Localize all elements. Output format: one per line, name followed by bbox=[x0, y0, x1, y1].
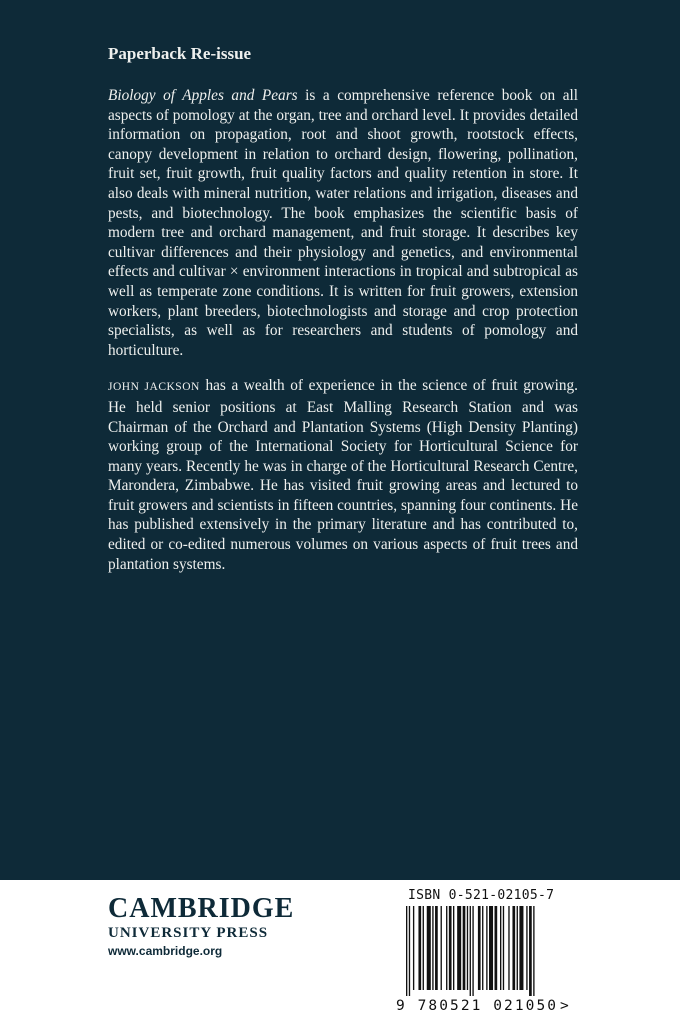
publisher-press: UNIVERSITY PRESS bbox=[108, 925, 269, 941]
publisher-url[interactable]: www.cambridge.org bbox=[108, 944, 223, 958]
barcode-icon bbox=[394, 906, 572, 1014]
isbn-block bbox=[394, 888, 572, 1014]
barcode-bar bbox=[413, 906, 414, 990]
publisher-name: CAMBRIDGE bbox=[108, 893, 295, 924]
barcode-bar bbox=[482, 906, 483, 990]
barcode-bar bbox=[519, 906, 523, 990]
barcode-bar bbox=[472, 906, 473, 996]
blurb-section bbox=[108, 44, 578, 590]
book-title: Biology of Apples and Pears bbox=[108, 87, 298, 104]
barcode-bar bbox=[446, 906, 447, 990]
barcode-bar bbox=[457, 906, 461, 990]
isbn-label: ISBN 0-521-02105-7 bbox=[408, 888, 555, 903]
author-name: JOHN JACKSON bbox=[108, 381, 200, 394]
publisher-logo bbox=[108, 894, 294, 960]
barcode-bar bbox=[409, 906, 410, 996]
barcode-bar bbox=[533, 906, 534, 996]
barcode-bar bbox=[423, 906, 424, 990]
page-title: Paperback Re-issue bbox=[108, 44, 252, 63]
barcode-digits: 9 780521 021050 bbox=[396, 998, 556, 1014]
author-bio bbox=[108, 376, 578, 574]
barcode-bar bbox=[529, 906, 532, 996]
barcode-bar bbox=[441, 906, 442, 990]
barcode-bar bbox=[432, 906, 433, 990]
barcode-bar bbox=[449, 906, 452, 990]
barcode-bar bbox=[512, 906, 515, 990]
barcode-bar bbox=[500, 906, 501, 990]
barcode-bar bbox=[470, 906, 471, 996]
book-description bbox=[108, 86, 578, 360]
barcode-bar bbox=[406, 906, 407, 996]
barcode-bar bbox=[463, 906, 466, 990]
barcode-bar bbox=[517, 906, 518, 990]
barcode-bar bbox=[453, 906, 454, 990]
barcode-bar bbox=[489, 906, 493, 990]
barcode-bar bbox=[495, 906, 498, 990]
barcode-bar bbox=[435, 906, 438, 990]
barcode-bar bbox=[526, 906, 527, 990]
barcode-bar bbox=[486, 906, 487, 990]
barcode-bar bbox=[508, 906, 509, 990]
barcode-addon-mark: > bbox=[560, 998, 569, 1014]
barcode-bar bbox=[478, 906, 481, 990]
author-bio-text: has a wealth of experience in the science of fruit growing. He held senior positions at East Malling Research Station and was Chairman of the Orchard and Plantation Systems (High Density Planting) working group of the International Society for Horticultural Science for many years. Recently he was in charge of the Horticultural Research Centre, Marondera, Zimbabwe. He has visited fruit growing areas and lectured to fruit growers and scientists in fifteen countries, spanning four continents. He has published extensively in the primary literature and has contributed to, edited or co-edited numerous volumes on various aspects of fruit trees and plantation systems. bbox=[108, 377, 579, 573]
footer-band bbox=[0, 880, 680, 1020]
book-description-text: is a comprehensive reference book on all aspects of pomology at the organ, tree and orchard level. It provides detailed information on propagation, root and shoot growth, rootstock effects, canopy development in relation to orchard design, flowering, pollination, fruit set, fruit growth, fruit quality factors and quality retention in store. It also deals with mineral nutrition, water relations and irrigation, diseases and pests, and biotechnology. The book emphasizes the scientific basis of modern tree and orchard management, and fruit storage. It describes key cultivar differences and their physiology and genetics, and environmental effects and cultivar × environment interactions in tropical and subtropical as well as temperate zone conditions. It is written for fruit growers, extension workers, plant breeders, biotechnologists and storage and crop protection specialists, as well as for researchers and students of pomology and horticulture. bbox=[108, 87, 578, 359]
barcode-bar bbox=[418, 906, 421, 990]
barcode-bar bbox=[503, 906, 504, 990]
barcode-bar bbox=[427, 906, 431, 990]
barcode-bar bbox=[467, 906, 468, 990]
